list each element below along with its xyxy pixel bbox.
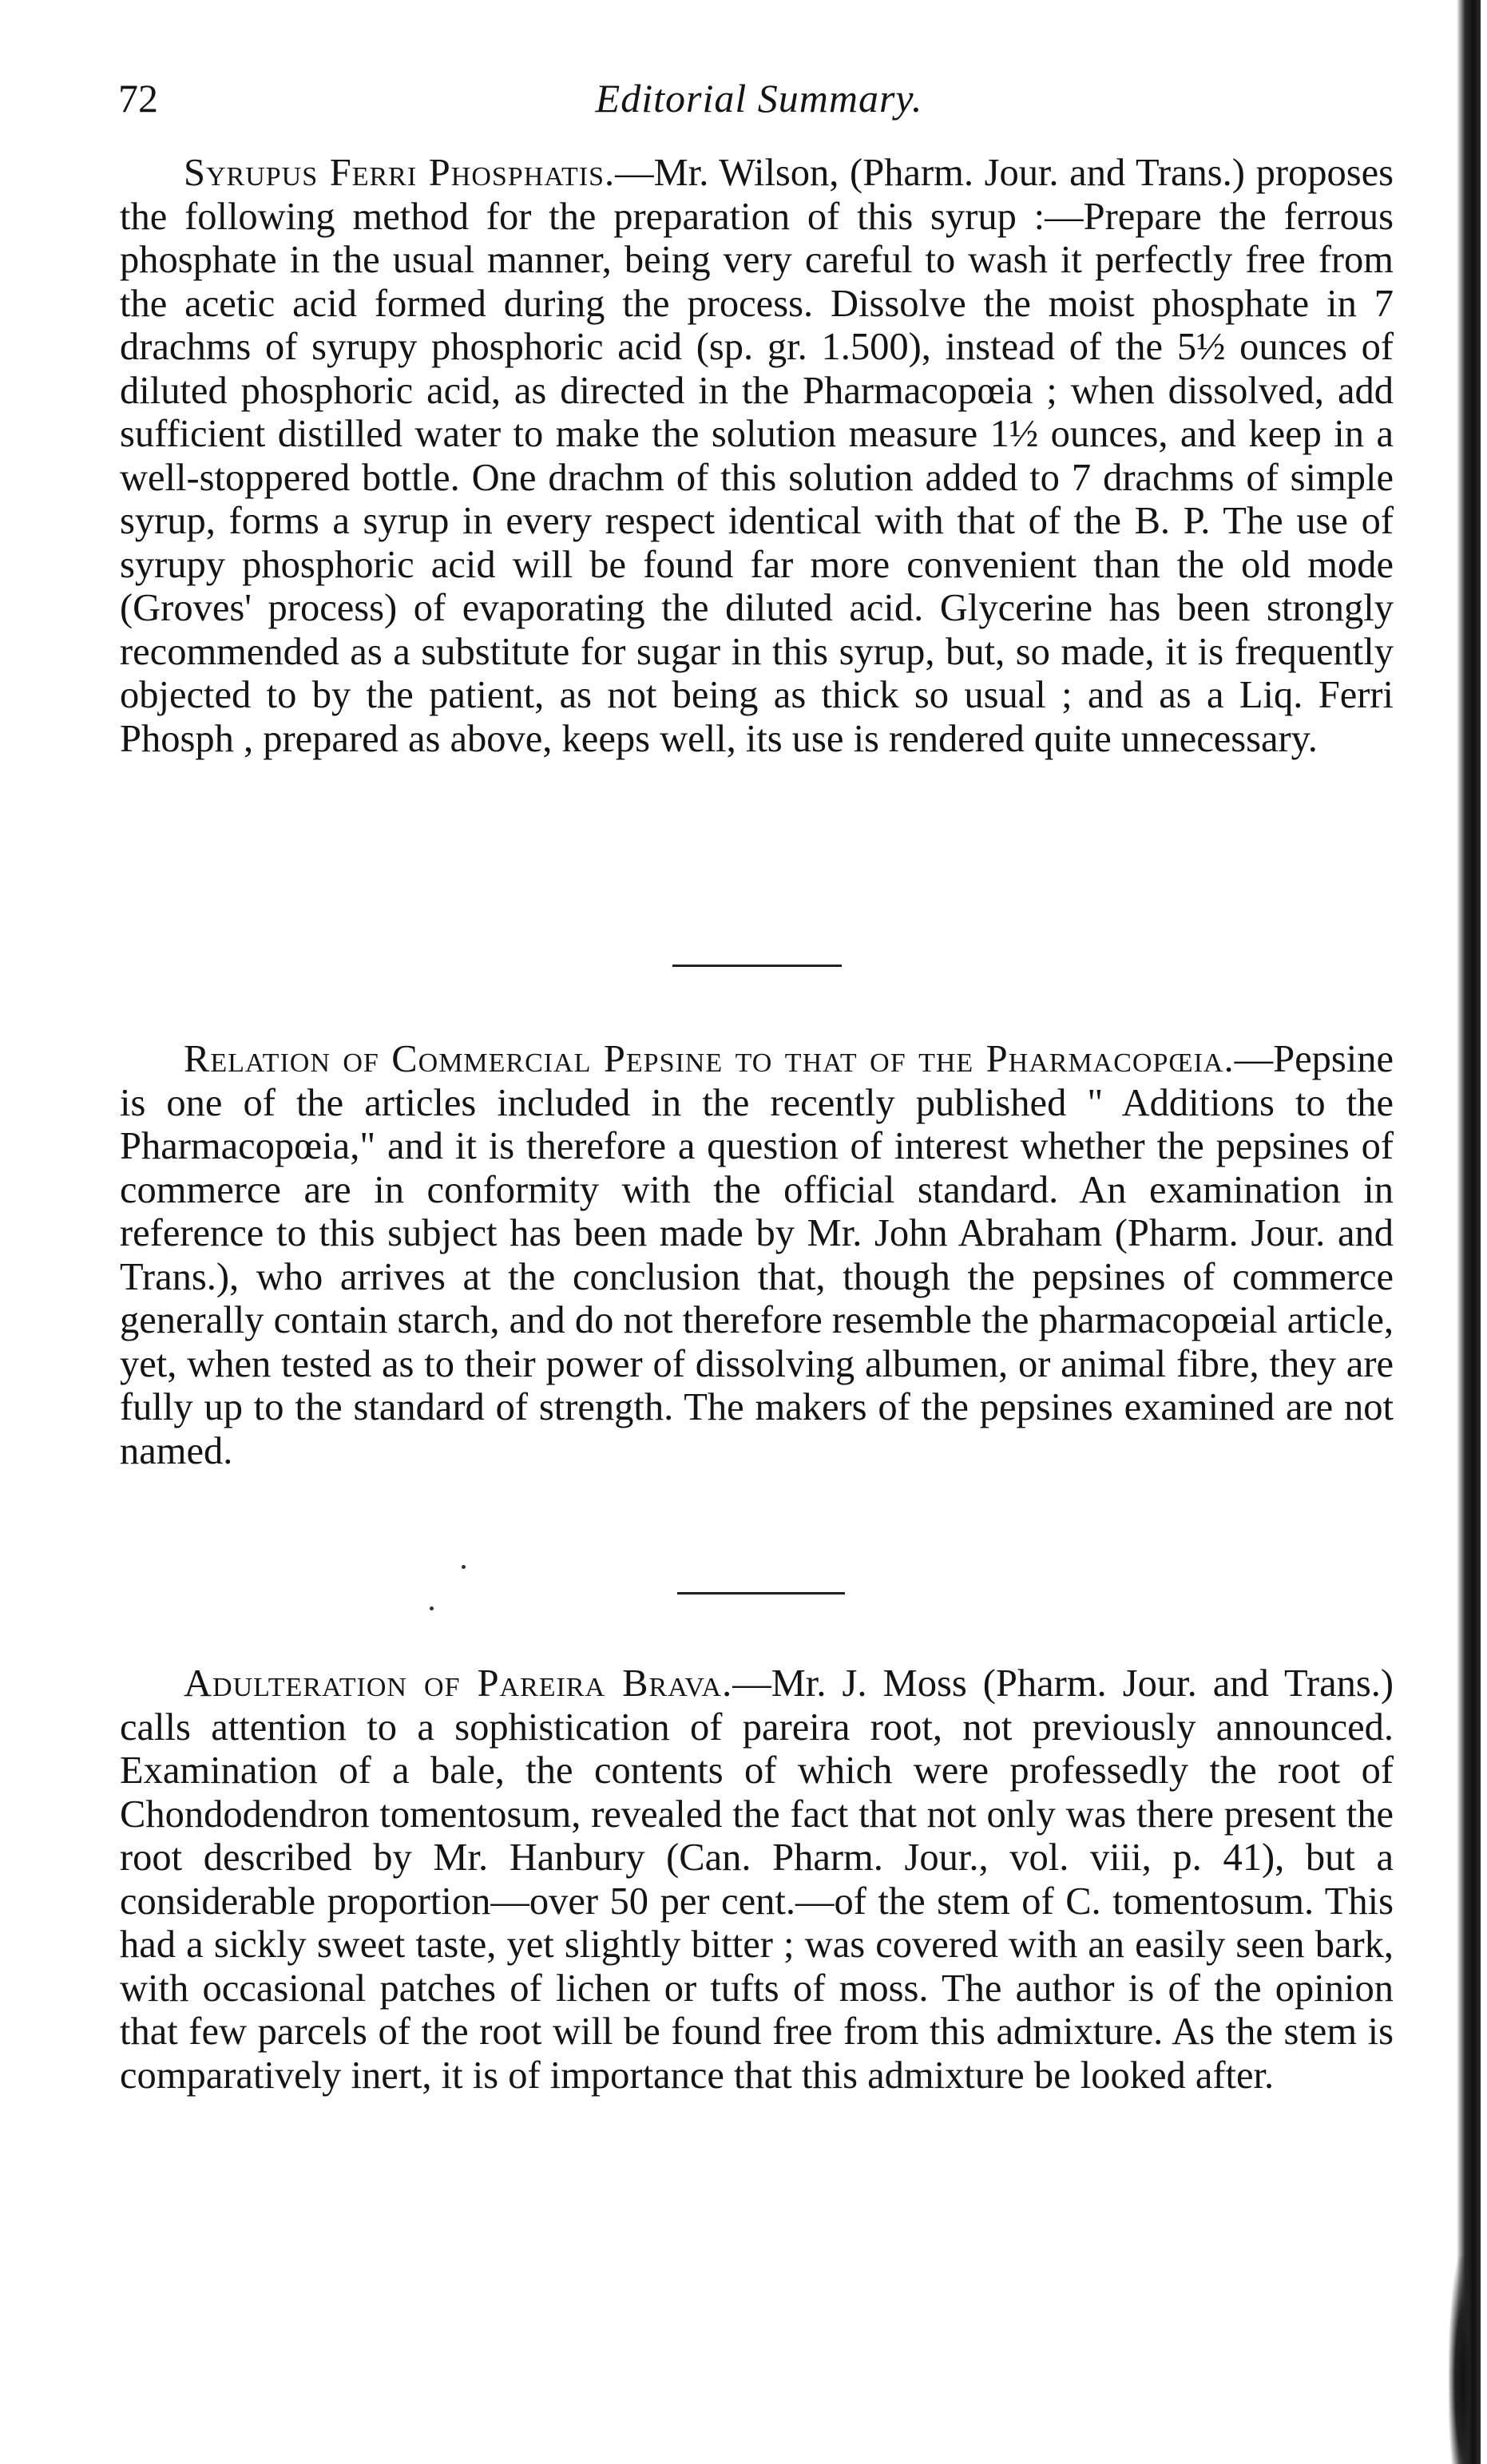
section-divider — [677, 1592, 845, 1594]
running-title: Editorial Summary. — [595, 76, 923, 121]
article-title: Adulteration of Pareira Brava. — [184, 1662, 733, 1705]
article-paragraph — [120, 152, 1394, 761]
page-number: 72 — [118, 76, 158, 121]
section-divider — [672, 965, 842, 967]
page-edge-shadow-tail — [1449, 2256, 1469, 2464]
article-pareira-brava — [120, 1662, 1394, 2098]
article-paragraph — [120, 1662, 1394, 2098]
article-title: Syrupus Ferri Phosphatis. — [184, 152, 616, 194]
article-paragraph — [120, 1038, 1394, 1473]
print-speck — [462, 1565, 466, 1569]
print-speck — [430, 1606, 434, 1610]
page-header — [118, 70, 1400, 126]
article-syrupus-ferri-phosphatis — [120, 152, 1394, 761]
article-body: —Pepsine is one of the articles included in the recently published " Additions to the Pharmacopœia," and it is therefore a question of interest whether the pepsines of commerce are in conformity with the official standard. An examination in reference to this subject has been made by Mr. John Abraham (Pharm. Jour. and Trans.), who arrives at the conclusion that, though the pepsines of commerce generally contain starch, and do not therefore resemble the pharmacopœial article, yet, when tested as to their power of dissolving albumen, or animal fibre, they are fully up to the standard of strength. The makers of the pepsines examined are not named. — [120, 1038, 1394, 1472]
article-body: —Mr. Wilson, (Pharm. Jour. and Trans.) proposes the following method for the preparation of this syrup :—Prepare the ferrous phosphate in the usual manner, being very careful to wash it perfectly free from the acetic acid formed during the process. Dissolve the moist phosphate in 7 drachms of syrupy phosphoric acid (sp. gr. 1.500), instead of the 5½ ounces of diluted phosphoric acid, as directed in the Pharmacopœia ; when dissolved, add sufficient distilled water to make the solution measure 1½ ounces, and keep in a well-stoppered bottle. One drachm of this solution added to 7 drachms of simple syrup, forms a syrup in every respect identical with that of the B. P. The use of syrupy phosphoric acid will be found far more convenient than the old mode (Groves' process) of evaporating the diluted acid. Glycerine has been strongly recommended as a substitute for sugar in this syrup, but, so made, it is frequently objected to by the patient, as not being as thick so usual ; and as a Liq. Ferri Phosph , prepared as above, keeps well, its use is rendered quite unnecessary. — [120, 152, 1394, 760]
article-body: —Mr. J. Moss (Pharm. Jour. and Trans.) calls attention to a sophistication of pareira root, not previously announced. Examination of a bale, the contents of which were professedly the root of Chondodendron tomentosum, revealed the fact that not only was there present the root described by Mr. Hanbury (Can. Pharm. Jour., vol. viii, p. 41), but a considerable proportion—over 50 per cent.—of the stem of C. tomentosum. This had a sickly sweet taste, yet slightly bitter ; was covered with an easily seen bark, with occasional patches of lichen or tufts of moss. The author is of the opinion that few parcels of the root will be found free from this admixture. As the stem is comparatively inert, it is of importance that this admixture be looked after. — [120, 1662, 1394, 2097]
article-commercial-pepsine — [120, 1038, 1394, 1473]
page-edge-shadow — [1457, 0, 1481, 2464]
article-title: Relation of Commercial Pepsine to that of the Pharmacopœia. — [184, 1038, 1235, 1080]
